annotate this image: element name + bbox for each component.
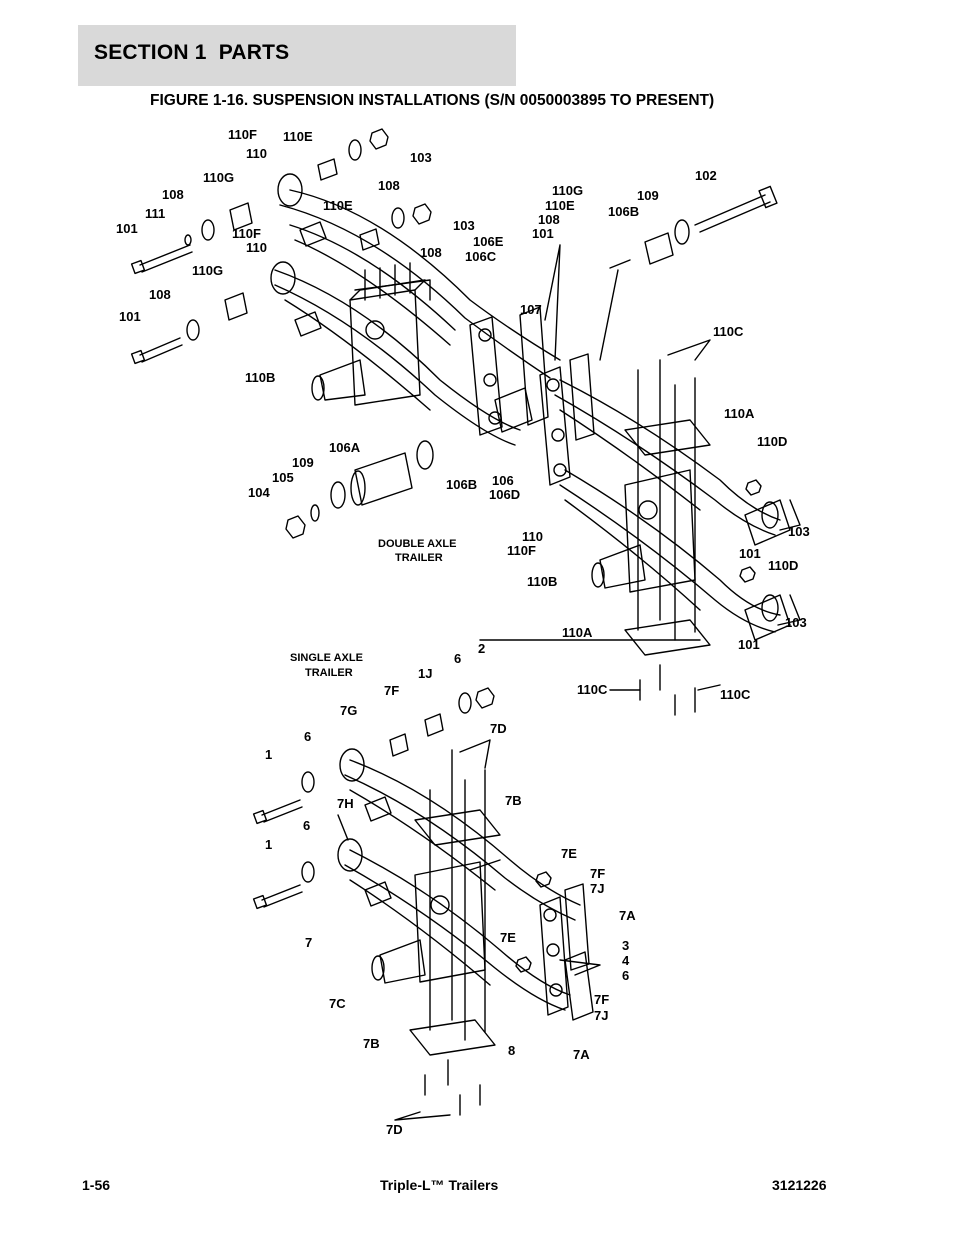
callout-label: 106 [492, 473, 514, 488]
callout-label: 106B [446, 477, 478, 492]
callout-label: 110B [527, 574, 558, 589]
page-number: 1-56 [82, 1177, 111, 1193]
callout-label: 103 [785, 615, 807, 630]
callout-label: 109 [637, 188, 659, 203]
note-label: DOUBLE AXLE [378, 538, 457, 550]
callout-label: 7G [340, 703, 358, 718]
callout-label: 110C [577, 682, 608, 697]
callout-label: 108 [378, 178, 400, 193]
callout-label: 7A [573, 1047, 590, 1062]
callout-label: 110D [757, 434, 788, 449]
callout-label: 7E [561, 846, 577, 861]
callout-label: 110F [232, 226, 261, 241]
note-label: TRAILER [305, 667, 353, 679]
callout-label: 6 [303, 818, 311, 833]
callout-label: 7D [490, 721, 507, 736]
callout-label: 101 [739, 546, 761, 561]
callout-label: 101 [116, 221, 138, 236]
callout-label: 106E [473, 234, 504, 249]
callout-label: 110G [203, 170, 235, 185]
callout-label: 3 [622, 938, 630, 953]
callout-label: 7J [590, 881, 605, 896]
callout-label: 6 [304, 729, 312, 744]
callout-label: 106A [329, 440, 361, 455]
callout-label: 110B [245, 370, 276, 385]
callout-label: 110A [562, 625, 593, 640]
callout-label: 110D [768, 558, 799, 573]
callout-label: 2 [478, 641, 486, 656]
callout-label: 7C [329, 996, 346, 1011]
callout-label: 110G [552, 183, 584, 198]
callout-label: 107 [520, 302, 542, 317]
callout-label: 101 [119, 309, 141, 324]
callout-label: 108 [420, 245, 442, 260]
callout-label: 110C [713, 324, 744, 339]
callout-label: 108 [162, 187, 184, 202]
callout-label: 106B [608, 204, 640, 219]
callout-label: 8 [508, 1043, 516, 1058]
callout-label: 7A [619, 908, 636, 923]
callout-label: 110A [724, 406, 755, 421]
section-title: SECTION 1 PARTS [94, 41, 290, 64]
callout-label: 110F [507, 543, 536, 558]
callout-label: 7B [505, 793, 522, 808]
diagram-drawing [132, 129, 800, 1120]
callout-label: 101 [532, 226, 554, 241]
callout-label: 104 [248, 485, 270, 500]
callout-label: 108 [538, 212, 560, 227]
callout-label: 1J [418, 666, 433, 681]
callout-label: 106C [465, 249, 497, 264]
callout-label: 7B [363, 1036, 380, 1051]
callout-label: 111 [145, 206, 166, 221]
callout-label: 7H [337, 796, 354, 811]
callout-label: 110E [545, 198, 575, 213]
callout-label: 106D [489, 487, 521, 502]
callout-label: 105 [272, 470, 294, 485]
callout-labels [116, 127, 810, 1137]
callout-label: 103 [410, 150, 432, 165]
callout-label: 1 [265, 747, 273, 762]
callout-label: 6 [622, 968, 630, 983]
callout-label: 6 [454, 651, 462, 666]
footer-doc-number: 3121226 [772, 1177, 827, 1193]
callout-label: 7 [305, 935, 313, 950]
callout-label: 103 [788, 524, 810, 539]
callout-label: 7E [500, 930, 516, 945]
callout-label: 110G [192, 263, 224, 278]
footer-product: Triple-L™ Trailers [380, 1177, 499, 1193]
callout-label: 7D [386, 1122, 403, 1137]
callout-label: 7J [594, 1008, 609, 1023]
callout-label: 110 [522, 529, 543, 544]
callout-label: 7F [384, 683, 400, 698]
callout-label: 110 [246, 240, 267, 255]
note-label: SINGLE AXLE [290, 652, 363, 664]
note-label: TRAILER [395, 552, 443, 564]
figure-title: FIGURE 1-16. SUSPENSION INSTALLATIONS (S/N 0050003895 TO PRESENT) [150, 92, 715, 109]
callout-label: 7F [594, 992, 610, 1007]
callout-label: 4 [622, 953, 630, 968]
callout-label: 108 [149, 287, 171, 302]
callout-label: 110E [323, 198, 353, 213]
callout-label: 102 [695, 168, 717, 183]
callout-label: 110F [228, 127, 257, 142]
callout-label: 1 [265, 837, 273, 852]
callout-label: 101 [738, 637, 760, 652]
callout-label: 7F [590, 866, 606, 881]
callout-label: 103 [453, 218, 475, 233]
callout-label: 109 [292, 455, 314, 470]
callout-label: 110C [720, 687, 751, 702]
callout-label: 110 [246, 146, 267, 161]
callout-label: 110E [283, 129, 313, 144]
